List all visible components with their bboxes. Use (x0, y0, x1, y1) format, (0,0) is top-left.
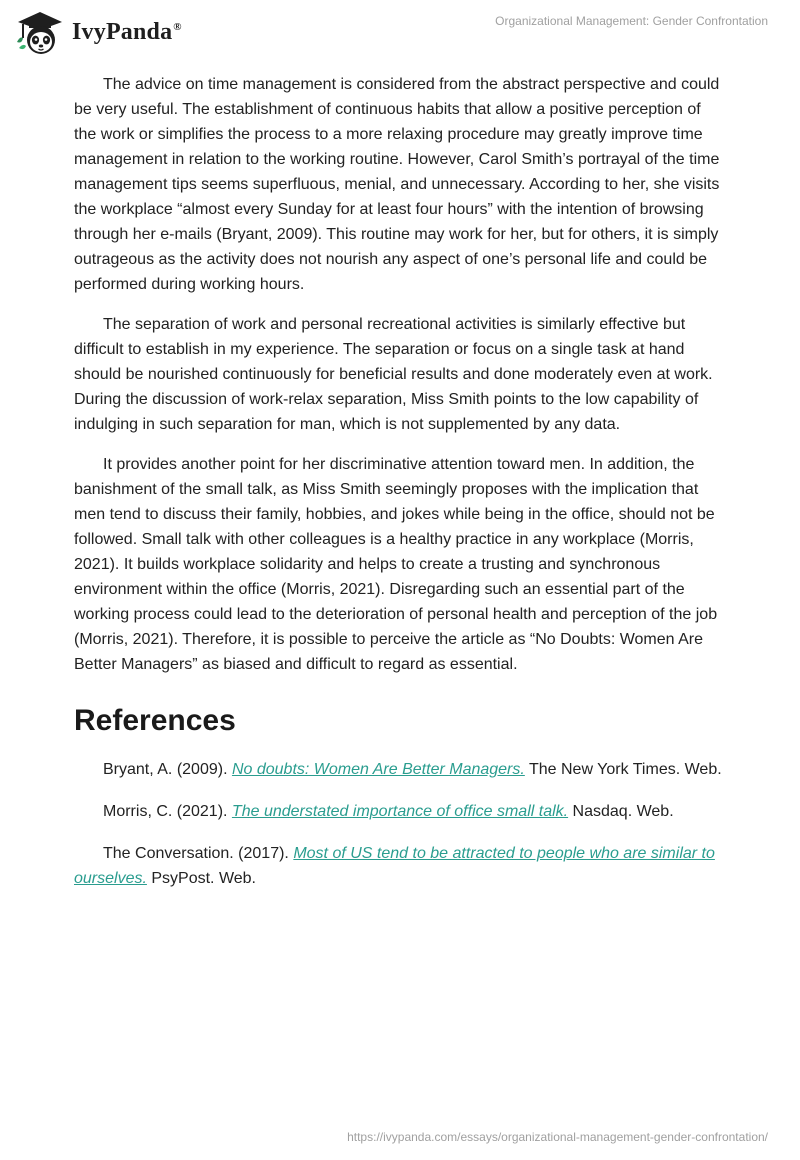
reference-prefix: Bryant, A. (2009). (103, 761, 232, 778)
paragraph-3: It provides another point for her discriminative attention toward men. In addition, the banishment of the small talk, as Miss Smith seemingly proposes with the implication that men tend to discuss their family, hobbies, and jokes while being in the office, should not be followed. Small talk with other colleagues is a healthy practice in any workplace (Morris, 2021). It builds workplace solidarity and helps to create a trusting and synchronous environment within the office (Morris, 2021). Disregarding such an essential part of the working process could lead to the deterioration of personal health and perception of the job (Morris, 2021). Therefore, it is possible to perceive the article as “No Doubts: Women Are Better Managers” as biased and difficult to regard as essential. (74, 456, 718, 673)
essay-body (74, 72, 726, 908)
reference-link[interactable]: No doubts: Women Are Better Managers. (231, 761, 525, 778)
reference-suffix: Nasdaq. Web. (568, 803, 674, 820)
reference-item (74, 757, 726, 782)
paragraph-2: The separation of work and personal recreational activities is similarly effective but difficult to establish in my experience. The separation or focus on a single task at hand should be nourished continuously for beneficial results and done moderately even at work. During the discussion of work-relax separation, Miss Smith points to the low capability of indulging in such separation for man, which is not supplemented by any data. (74, 316, 713, 433)
reference-suffix: The New York Times. Web. (524, 761, 722, 778)
reference-link[interactable]: The understated importance of office small talk. (231, 803, 569, 820)
page-header (0, 0, 800, 70)
reference-item (74, 799, 726, 824)
brand-name: IvyPanda® (72, 18, 182, 45)
reference-prefix: The Conversation. (2017). (103, 845, 294, 862)
reference-link[interactable]: Most of US tend to be attracted to people who are similar to ourselves. (74, 845, 715, 887)
ivypanda-logo[interactable] (14, 8, 182, 56)
reference-suffix: PsyPost. Web. (146, 870, 256, 887)
reference-item (74, 841, 726, 891)
paragraph-1: The advice on time management is considered from the abstract perspective and could be very useful. The establishment of continuous habits that allow a positive perception of the work or simplifies the process to a more relaxing procedure may greatly improve time management in relation to the working routine. However, Carol Smith’s portrayal of the time management tips seems superfluous, menial, and unnecessary. According to her, she visits the workplace “almost every Sunday for at least four hours” with the intention of browsing through her e-mails (Bryant, 2009). This routine may work for her, but for others, it is simply outrageous as the activity does not nourish any aspect of one’s personal life and could be performed during working hours. (74, 76, 720, 293)
references-heading: References (74, 704, 236, 737)
document-title: Organizational Management: Gender Confrontation (495, 14, 768, 28)
reference-prefix: Morris, C. (2021). (103, 803, 232, 820)
panda-graduate-icon (14, 8, 66, 56)
source-url[interactable]: https://ivypanda.com/essays/organizational-management-gender-confrontation/ (347, 1130, 768, 1144)
